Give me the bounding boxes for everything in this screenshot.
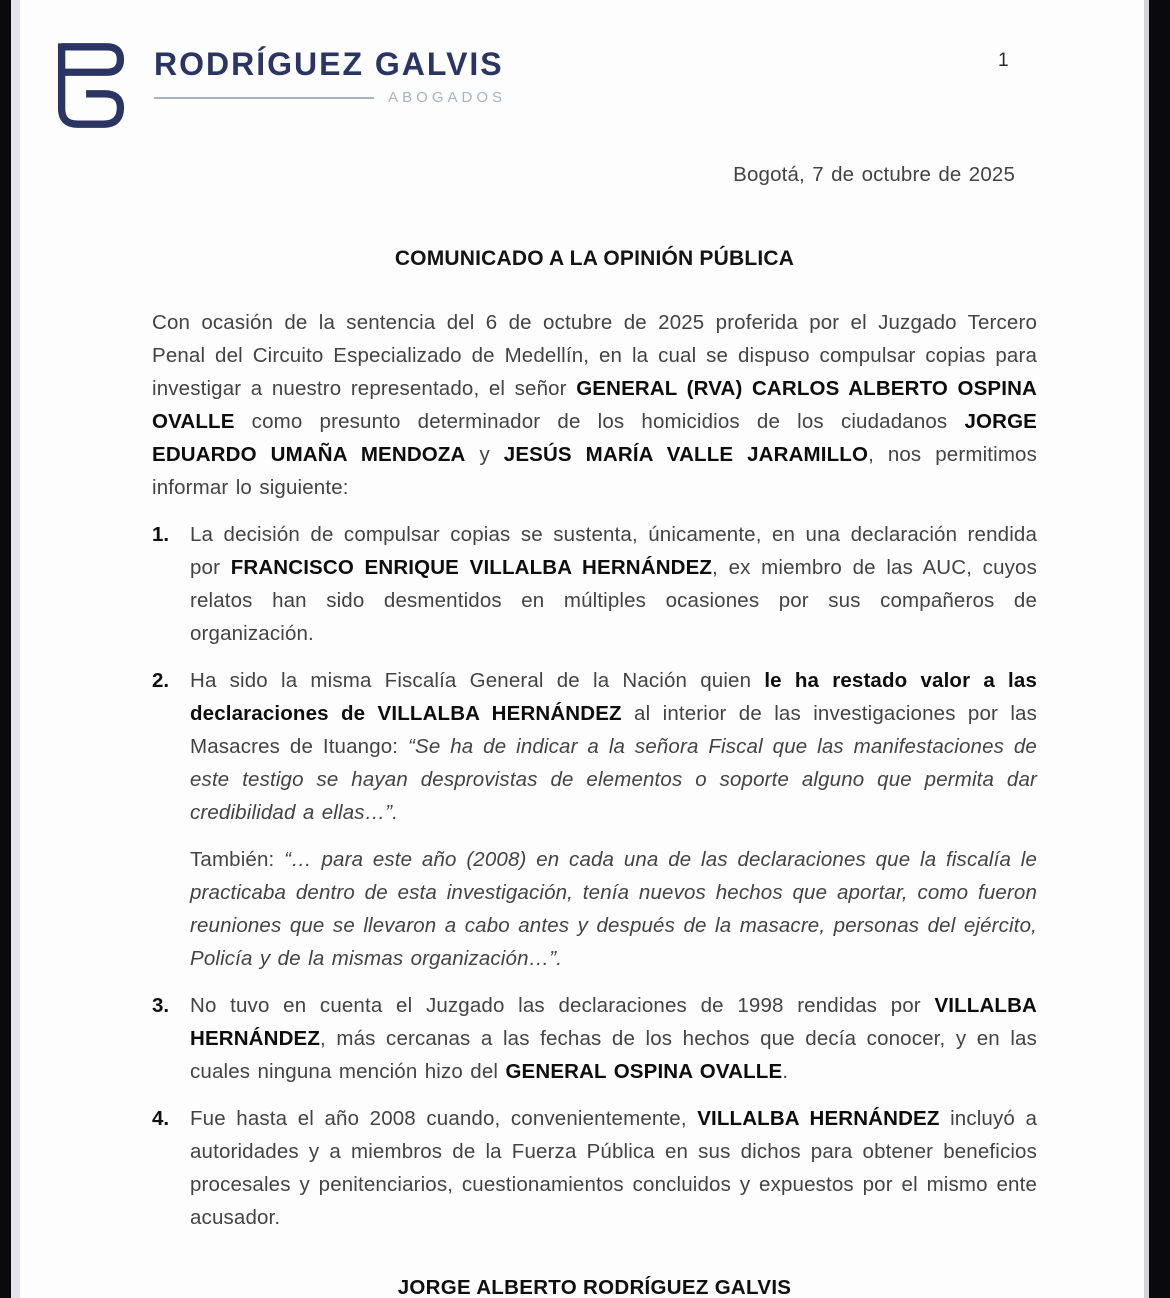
quote-continuation-paragraph: También: “… para este año (2008) en cada una de las declaraciones que la fiscalía le practicaba dentro de esta investigación, tenía nuevos hechos que aportar, como fueron reuniones que se llevaron a cabo antes y después de la masacre, personas del ejército, Policía y de la mismas organización…”.: [190, 848, 1037, 970]
list-item: [152, 664, 1037, 829]
list-item-number: 1.: [152, 523, 170, 546]
intro-paragraph: Con ocasión de la sentencia del 6 de octubre de 2025 proferida por el Juzgado Tercero Penal del Circuito Especializado de Medellín, en la cual se dispuso compulsar copias para investigar a nuestro representado, el señor GENERAL (RVA) CARLOS ALBERTO OSPINA OVALLE como presunto determinador de los homicidios de los ciudadanos JORGE EDUARDO UMAÑA MENDOZA y JESÚS MARÍA VALLE JARAMILLO, nos permitimos informar lo siguiente:: [152, 311, 1038, 499]
signature-name: JORGE ALBERTO RODRÍGUEZ GALVIS: [397, 1276, 792, 1298]
firm-tagline: ABOGADOS: [388, 89, 506, 106]
list-item-text: La decisión de compulsar copias se sustenta, únicamente, en una declaración rendida por FRANCISCO ENRIQUE VILLALBA HERNÁNDEZ, ex miembro de las AUC, cuyos relatos han sido desmentidos en múltiples ocasiones por sus compañeros de organización.: [190, 523, 1037, 645]
list-item-text: Fue hasta el año 2008 cuando, convenientemente, VILLALBA HERNÁNDEZ incluyó a autoridades y a miembros de la Fuerza Pública en sus dichos para obtener beneficios procesales y penitenciarios, cuestionamientos concluidos y expuestos por el mismo ente acusador.: [190, 1107, 1037, 1229]
list-item: [152, 1102, 1037, 1234]
date-line: Bogotá, 7 de octubre de 2025: [733, 163, 1015, 186]
list-item-text: No tuvo en cuenta el Juzgado las declaraciones de 1998 rendidas por VILLALBA HERNÁNDEZ, más cercanas a las fechas de los hechos que decía conocer, y en las cuales ninguna mención hizo del GENERAL OSPINA OVALLE.: [190, 994, 1037, 1083]
document-title: COMUNICADO A LA OPINIÓN PÚBLICA: [394, 247, 795, 270]
list-item: [152, 989, 1037, 1088]
screen-edge-left: [0, 0, 11, 1298]
rg-monogram-icon: [54, 36, 130, 134]
letter-content: [152, 0, 1037, 1298]
list-item: [152, 518, 1037, 650]
list-item-number: 3.: [152, 994, 170, 1017]
firm-name: RODRÍGUEZ GALVIS: [154, 46, 504, 82]
page-edge-left: [11, 0, 20, 1298]
list-item-number: 2.: [152, 669, 170, 692]
screen-edge-right: [1149, 0, 1170, 1298]
list-item-number: 4.: [152, 1107, 170, 1130]
list-item-text: Ha sido la misma Fiscalía General de la Nación quien le ha restado valor a las declaraciones de VILLALBA HERNÁNDEZ al interior de las investigaciones por las Masacres de Ituango: “Se ha de indicar a la señora Fiscal que las manifestaciones de este testigo se hayan desprovistas de elementos o soporte alguno que permita dar credibilidad a ellas…”.: [190, 669, 1037, 824]
page-number: 1: [998, 50, 1009, 71]
